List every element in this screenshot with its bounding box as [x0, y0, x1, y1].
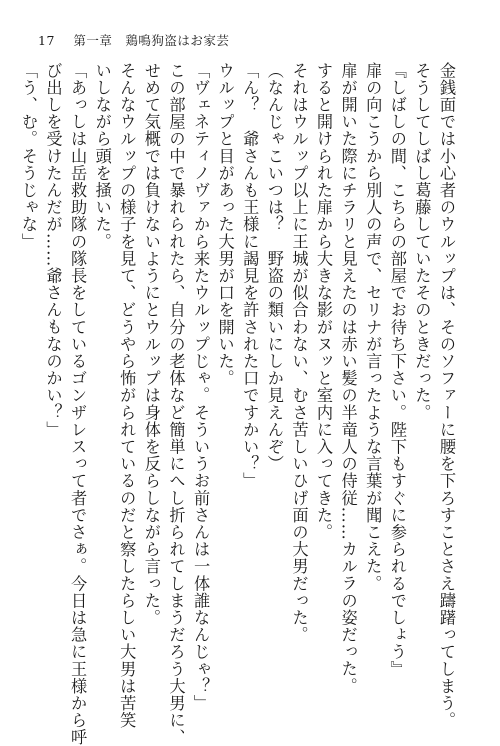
text-line: 金銭面では小心者のウルップは、そのソファーに腰を下ろすことさえ躊躇ってしまう。	[437, 62, 456, 729]
chapter-title: 第一章 鶏鳴狗盗はお家芸	[73, 33, 230, 48]
text-line: すると開けられた扉から大きな影がヌッと室内に入ってきた。	[314, 62, 334, 541]
text-line: （なんじゃこいつは？ 野盗の類いにしか見えんぞ）	[264, 62, 284, 473]
running-header	[38, 31, 229, 49]
text-line: び出しを受けたんだが……爺さんもなのかい？」	[43, 62, 63, 439]
text-line: そうしてしばし葛藤していたそのときだった。	[412, 62, 432, 422]
text-line: 「あっしは山岳救助隊の隊長をしているゴンザレスって者でさぁ。今日は急に王様から呼	[68, 62, 88, 746]
text-line: 「ん？ 爺さんも王様に謁見を許された口ですかい？」	[240, 62, 260, 490]
text-line: 「う、む。そうじゃな」	[18, 62, 38, 251]
vertical-body-text	[15, 62, 458, 746]
text-line: 『しばしの間、こちらの部屋でお待ち下さい。陛下もすぐに参られるでしょう』	[387, 62, 407, 678]
page-number: 17	[38, 33, 55, 48]
text-line: 扉が開いた際にチラリと見えたのは赤い髪の半竜人の侍従……カルラの姿だった。	[338, 62, 358, 695]
text-line: それはウルップ以上に王城が似合わない、むさ苦しいひげ面の大男だった。	[289, 62, 309, 644]
text-line: いしながら頭を掻いた。	[92, 62, 112, 251]
text-line: ウルップと目があった大男が口を開いた。	[215, 62, 235, 387]
text-line: そんなウルップの様子を見て、どうやら怖がられているのだと察したらしい大男は苦笑	[117, 62, 137, 729]
text-line: 扉の向こうから別人の声で、セリナが言ったような言葉が聞こえた。	[363, 62, 383, 593]
text-line: この部屋の中で暴れられたら、自分の老体など簡単にへし折られてしまうだろう大男に、	[166, 62, 186, 746]
text-line: せめて気概では負けないようにとウルップは身体を反らしながら言った。	[141, 62, 161, 627]
text-line: 「ヴェネティノヴァから来たウルップじゃ。そういうお前さんは一体誰なんじゃ？」	[191, 62, 211, 712]
